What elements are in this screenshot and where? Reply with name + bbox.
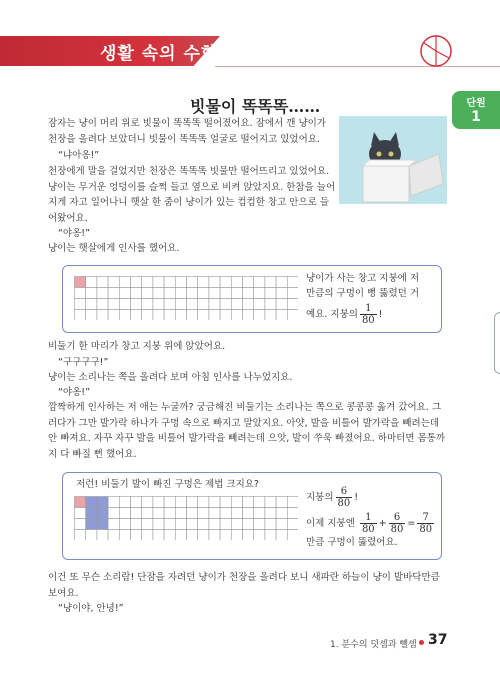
grid-cell (175, 310, 186, 321)
grid-cell (287, 497, 298, 508)
paragraph-5: 냥이는 햇살에게 인사를 했어요. (48, 243, 180, 254)
grid-cell (276, 497, 287, 508)
grid-cell (220, 508, 231, 519)
grid-cell (209, 508, 220, 519)
grid-cell (231, 299, 242, 310)
grid-cell (108, 497, 119, 508)
paragraph-11: 이건 또 무슨 소리람! 단잠을 자려던 냥이가 천장을 올려다 보니 새파란 하늘이 냥이 발바닥만큼 보여요. (48, 572, 440, 599)
grid-cell (97, 497, 108, 508)
grid-cell (254, 310, 265, 321)
grid-cell (287, 519, 298, 530)
grid-cell (243, 288, 254, 299)
grid-cell (97, 277, 108, 288)
grid-cell (198, 288, 209, 299)
grid-cell (86, 310, 97, 321)
fraction-circle-icon (419, 34, 453, 68)
grid-cell (198, 519, 209, 530)
grid-cell (265, 530, 276, 541)
banner-divider (215, 66, 500, 67)
grid-cell (86, 277, 97, 288)
grid-cell (142, 497, 153, 508)
grid-cell (119, 299, 130, 310)
grid-cell (187, 508, 198, 519)
kitten-in-box-image (339, 116, 447, 204)
grid-cell (254, 299, 265, 310)
grid-cell (265, 310, 276, 321)
grid-cell (231, 519, 242, 530)
paragraph-1: 잠자는 냥이 머리 위로 빗물이 똑똑똑 떨어졌어요. 잠에서 깬 냥이가 천장을 올려다 보았더니 빗물이 똑똑똑 얼굴로 떨어지고 있었어요. (48, 118, 326, 145)
grid-cell (131, 530, 142, 541)
grid-cell (276, 299, 287, 310)
box1-caption-1: 냥이가 사는 창고 지붕에 저 (306, 273, 420, 284)
grid-cell (276, 519, 287, 530)
grid-cell (97, 288, 108, 299)
grid-cell (175, 519, 186, 530)
footer-dot (419, 640, 424, 645)
grid-cell (175, 288, 186, 299)
grid-cell (243, 277, 254, 288)
grid-cell (75, 299, 86, 310)
grid-cell (153, 519, 164, 530)
grid-cell (108, 508, 119, 519)
grid-cell (153, 310, 164, 321)
grid-cell (119, 277, 130, 288)
grid-cell (153, 508, 164, 519)
paragraph-10: 깜짝하게 인사하는 저 애는 누굴까? 궁금해진 비둘기는 소리나는 쪽으로 콩콩콩 옮겨 갔어요. 그러다가 그만 발가락 하나가 구멍 속으로 빠지고 말았지요. 아얏, 발을 비틀어 발가락을 빼려는데 안 빠져요. 자꾸 자꾸 발을 비틀어 발가락을 빼려는데 으앗, 발이 쑤욱 빠졌어요. 하마터면 몸통까지 다 빠질 뻔 했어요. (48, 402, 446, 460)
grid-cell (220, 299, 231, 310)
grid-cell (231, 277, 242, 288)
grid-cell (243, 310, 254, 321)
grid-cell (108, 519, 119, 530)
paragraph-4: “야옹!” (58, 228, 91, 239)
grid-cell (243, 508, 254, 519)
grid-cell (86, 508, 97, 519)
paragraph-7: “구구구구!” (58, 357, 109, 368)
grid-cell (243, 519, 254, 530)
grid-cell (75, 277, 86, 288)
grid-cell (97, 519, 108, 530)
grid-cell (198, 310, 209, 321)
grid-cell (276, 530, 287, 541)
story-title: 빗물이 똑똑똑…… (190, 97, 321, 116)
grid-cell (108, 288, 119, 299)
grid-cell (131, 299, 142, 310)
grid-cell (243, 530, 254, 541)
grid-cell (265, 508, 276, 519)
banner-title: 생활 속의 수학 (100, 44, 219, 64)
grid-cell (187, 530, 198, 541)
grid-cell (86, 288, 97, 299)
grid-cell (287, 288, 298, 299)
side-tab (494, 312, 500, 374)
grid-cell (153, 277, 164, 288)
grid-cell (175, 497, 186, 508)
grid-cell (243, 497, 254, 508)
grid-cell (97, 299, 108, 310)
grid-cell (265, 288, 276, 299)
grid-cell (220, 530, 231, 541)
grid-cell (153, 288, 164, 299)
grid-cell (254, 519, 265, 530)
box2-caption: 지붕의 $\frac{6}{80}$ ! (306, 486, 359, 509)
grid-cell (153, 497, 164, 508)
grid-cell (119, 497, 130, 508)
grid-cell (287, 277, 298, 288)
grid-cell (187, 497, 198, 508)
grid-cell (187, 519, 198, 530)
grid-cell (198, 277, 209, 288)
grid-cell (142, 299, 153, 310)
grid-cell (164, 508, 175, 519)
grid-cell (164, 299, 175, 310)
paragraph-8: 냥이는 소리나는 쪽을 올려다 보며 아침 인사를 나누었지요. (48, 372, 293, 383)
grid-cell (198, 497, 209, 508)
grid-cell (97, 530, 108, 541)
grid-cell (243, 299, 254, 310)
box1-caption-3: 예요. 지붕의 $\frac{1}{80}$ ! (306, 303, 383, 326)
grid-cell (175, 530, 186, 541)
fraction-1-80: $\frac{1}{80}$ (361, 303, 375, 326)
grid-cell (131, 288, 142, 299)
grid-cell (164, 497, 175, 508)
paragraph-12: “냥이야, 안녕!” (58, 603, 124, 614)
grid-cell (142, 508, 153, 519)
grid-cell (287, 508, 298, 519)
grid-cell (75, 508, 86, 519)
grid-cell (175, 508, 186, 519)
roof-grid-1 (74, 276, 298, 320)
grid-cell (142, 519, 153, 530)
grid-cell (108, 299, 119, 310)
roof-grid-2 (74, 496, 298, 540)
grid-cell (231, 310, 242, 321)
grid-cell (119, 310, 130, 321)
grid-cell (119, 288, 130, 299)
grid-cell (220, 277, 231, 288)
grid-cell (187, 277, 198, 288)
grid-cell (131, 277, 142, 288)
grid-cell (108, 530, 119, 541)
grid-cell (265, 497, 276, 508)
grid-cell (175, 299, 186, 310)
grid-cell (276, 508, 287, 519)
grid-cell (231, 508, 242, 519)
grid-cell (209, 530, 220, 541)
grid-cell (254, 497, 265, 508)
grid-cell (131, 508, 142, 519)
grid-cell (276, 288, 287, 299)
grid-cell (142, 288, 153, 299)
grid-cell (97, 310, 108, 321)
grid-cell (131, 310, 142, 321)
grid-cell (164, 519, 175, 530)
grid-cell (265, 519, 276, 530)
grid-cell (220, 497, 231, 508)
grid-cell (86, 299, 97, 310)
grid-cell (276, 310, 287, 321)
grid-cell (108, 310, 119, 321)
grid-cell (209, 288, 220, 299)
paragraph-3: 천장에게 말을 걸었지만 천장은 똑똑똑 빗물만 떨어뜨리고 있었어요. 냥이는 무거운 엉덩이를 슬쩍 들고 옆으로 비켜 앉았지요. 한참을 늘어지게 자고 일어나니 햇살 한 줌이 냥이가 있는 컴컴한 창고 안으로 들어왔어요. (48, 166, 336, 224)
grid-cell (187, 299, 198, 310)
grid-cell (86, 497, 97, 508)
grid-cell (287, 299, 298, 310)
grid-cell (75, 519, 86, 530)
grid-cell (231, 530, 242, 541)
grid-cell (209, 310, 220, 321)
grid-cell (142, 277, 153, 288)
grid-cell (142, 530, 153, 541)
grid-cell (108, 277, 119, 288)
grid-cell (86, 530, 97, 541)
grid-cell (153, 530, 164, 541)
grid-cell (75, 497, 86, 508)
paragraph-6: 비둘기 한 마리가 창고 지붕 위에 앉았어요. (48, 341, 226, 352)
grid-cell (209, 277, 220, 288)
grid-cell (276, 277, 287, 288)
footer-chapter: 1. 분수의 덧셈과 뺄셈 (330, 640, 417, 650)
fraction-6-80: $\frac{6}{80}$ (337, 486, 351, 509)
grid-cell (265, 299, 276, 310)
grid-cell (209, 519, 220, 530)
grid-cell (75, 310, 86, 321)
box2-equation: 이제 지붕엔 $\frac{1}{80}$ + $\frac{6}{80}$ = $\frac{7}{80}$ (306, 512, 433, 535)
grid-cell (209, 497, 220, 508)
grid-cell (265, 277, 276, 288)
grid-cell (119, 519, 130, 530)
grid-cell (187, 310, 198, 321)
box2-caption-end: 만큼 구멍이 뚫렸어요. (306, 537, 398, 548)
grid-cell (175, 277, 186, 288)
grid-cell (220, 288, 231, 299)
unit-number: 1 (471, 109, 481, 125)
unit-label: 단원 (466, 98, 486, 109)
grid-cell (220, 519, 231, 530)
grid-cell (97, 508, 108, 519)
box1-caption-2: 만큼의 구멍이 뻥 뚫렸던 거 (306, 288, 420, 299)
page-number: 37 (428, 632, 448, 648)
grid-cell (254, 508, 265, 519)
grid-cell (187, 288, 198, 299)
grid-cell (164, 530, 175, 541)
paragraph-2: “냐아옹!” (58, 150, 100, 161)
grid-cell (142, 310, 153, 321)
grid-cell (198, 530, 209, 541)
grid-cell (254, 530, 265, 541)
grid-cell (287, 310, 298, 321)
grid-cell (254, 277, 265, 288)
grid-cell (153, 299, 164, 310)
grid-cell (164, 310, 175, 321)
grid-cell (131, 519, 142, 530)
unit-badge (452, 91, 500, 129)
grid-cell (254, 288, 265, 299)
grid-cell (198, 299, 209, 310)
grid-cell (164, 288, 175, 299)
box2-heading: 저런! 비둘기 발이 빠진 구멍은 제법 크지요? (76, 479, 259, 490)
grid-cell (131, 497, 142, 508)
grid-cell (86, 519, 97, 530)
grid-cell (231, 288, 242, 299)
paragraph-9: “야옹!” (58, 387, 91, 398)
grid-cell (231, 497, 242, 508)
grid-cell (209, 299, 220, 310)
grid-cell (287, 530, 298, 541)
grid-cell (198, 508, 209, 519)
grid-cell (220, 310, 231, 321)
grid-cell (119, 508, 130, 519)
grid-cell (119, 530, 130, 541)
grid-cell (164, 277, 175, 288)
grid-cell (75, 288, 86, 299)
grid-cell (75, 530, 86, 541)
